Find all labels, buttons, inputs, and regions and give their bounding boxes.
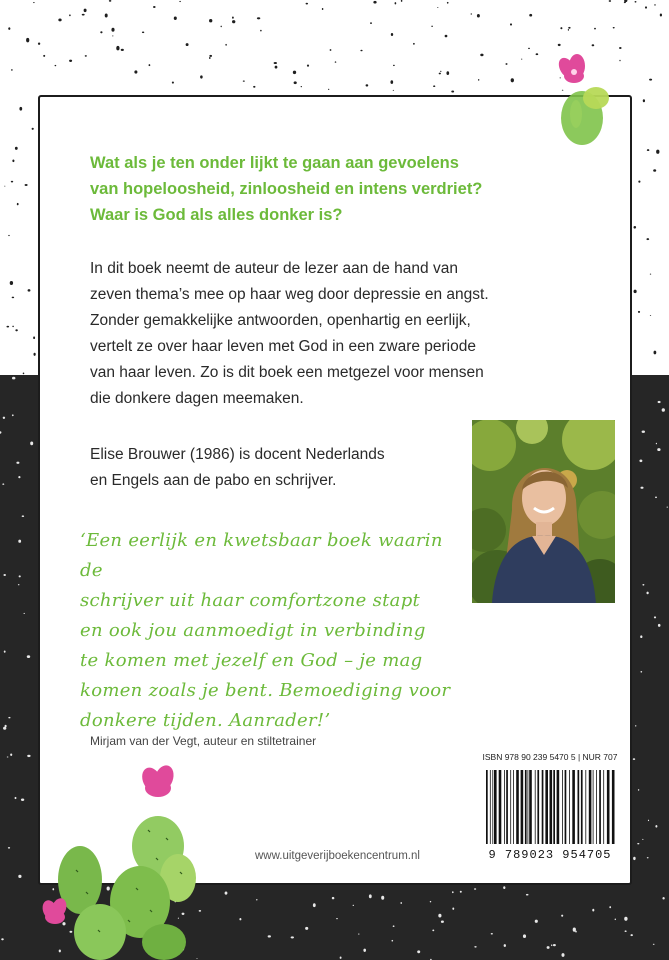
intro-question: Wat als je ten onder lijkt te gaan aan gevoelens van hopeloosheid, zinloosheid en intens verdriet? Waar is God als alles donker is? [90,154,483,224]
quote-source: Mirjam van der Vegt, auteur en stiltetrainer [90,734,317,748]
author-photo [472,420,615,603]
cactus-icon [40,760,205,960]
isbn-label: ISBN 978 90 239 5470 5 | NUR 707 [482,752,618,762]
book-description: In dit boek neemt de auteur de lezer aan de hand van zeven thema’s mee op haar weg door depressie en angst. Zonder gemakkelijke antwoorden, openhartig en eerlijk, vertelt ze over haar leven met God in een zware periode van haar leven. Zo is dit boek een metgezel voor mensen die donkere dagen meemaken. [90,260,489,407]
barcode-number: 9 789023 954705 [488,848,612,862]
cactus-flower-icon [550,48,620,148]
author-bio: Elise Brouwer (1986) is docent Nederlands en Engels aan de pabo en schrijver. [90,446,385,489]
endorsement-quote: ‘Een eerlijk en kwetsbaar boek waarin de schrijver uit haar comfortzone stapt en ook jou aanmoedigt in verbinding te komen met jezelf en God – je mag komen zoals je bent. Bemoediging voor donkere tijden. Aanrader!’ [80,530,451,731]
publisher-website: www.uitgeverijboekencentrum.nl [255,850,420,862]
